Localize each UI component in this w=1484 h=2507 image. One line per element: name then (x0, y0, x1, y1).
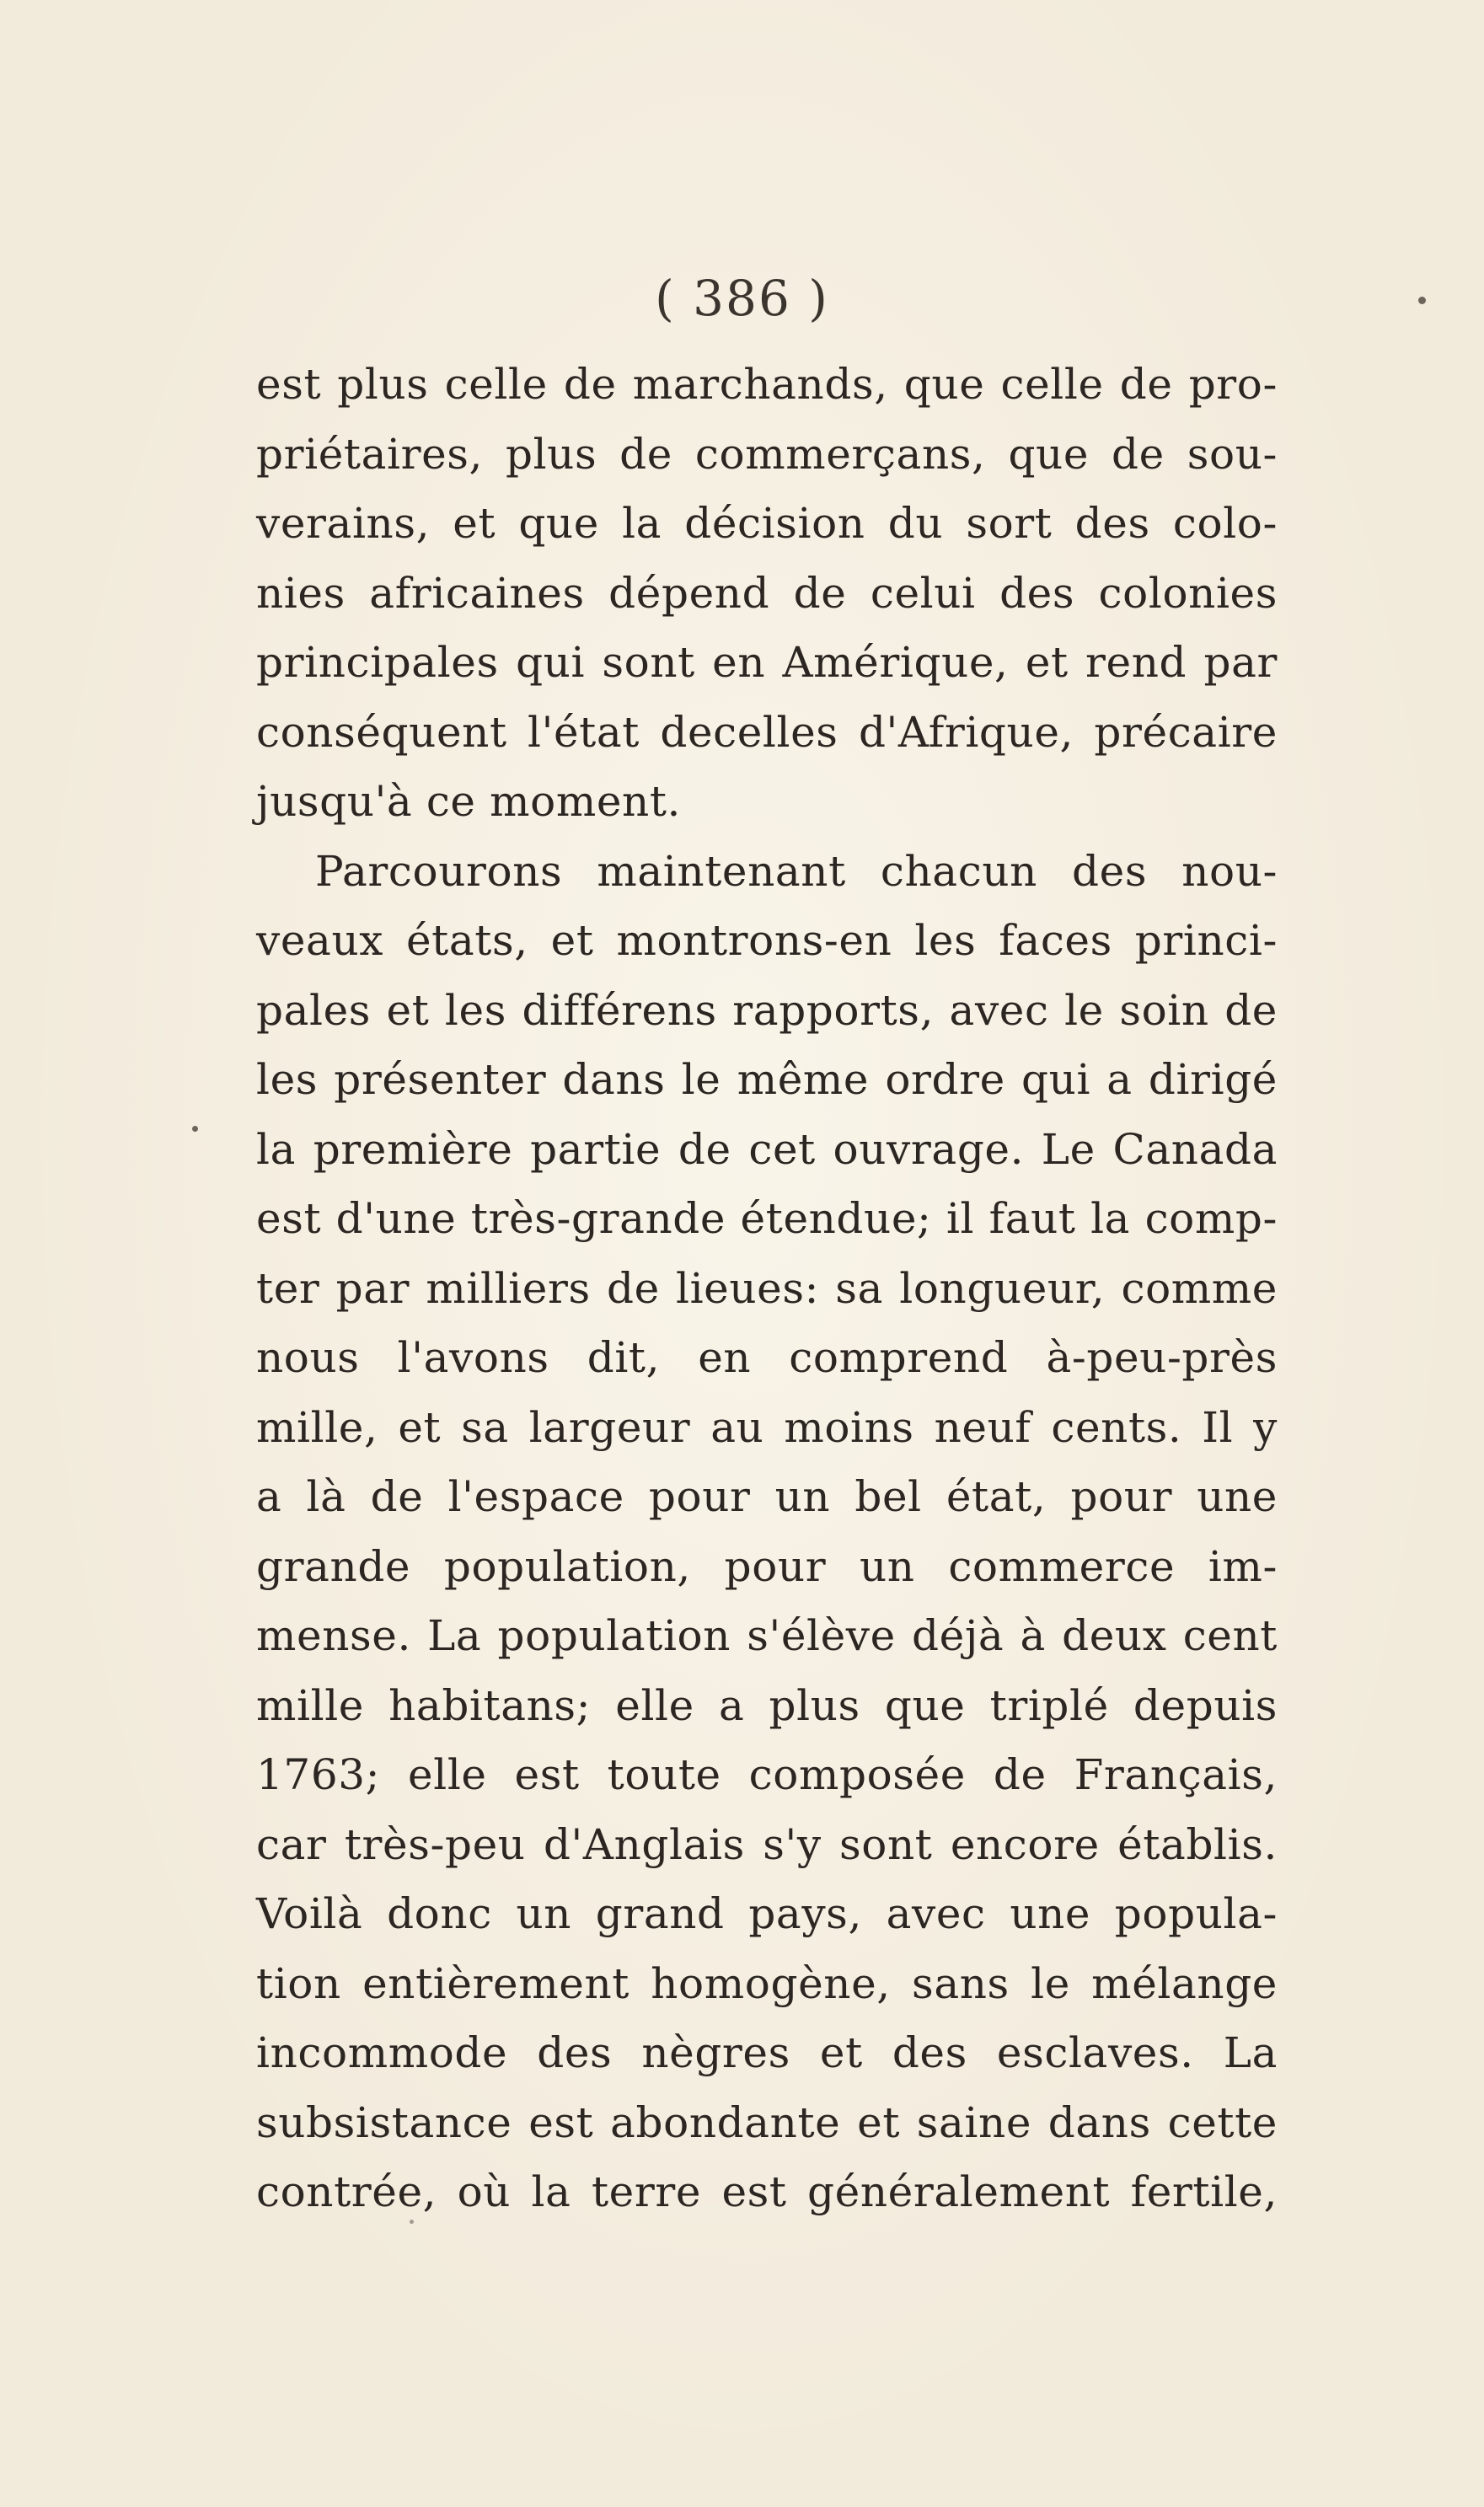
body-text (256, 350, 1278, 2227)
text-line: est plus celle de marchands, que celle de pro- (256, 360, 1278, 409)
text-line: mille, et sa largeur au moins neuf cents. Il y (256, 1402, 1278, 1452)
text-line: veaux états, et montrons-en les faces princi- (256, 916, 1278, 965)
text-line: contrée, où la terre est généralement fertile, (256, 2167, 1278, 2216)
text-line: principales qui sont en Amérique, et rend par (256, 638, 1278, 687)
text-line: ter par milliers de lieues: sa longueur, comme (256, 1263, 1278, 1313)
text-line: grande population, pour un commerce im- (256, 1541, 1278, 1591)
text-line: mille habitans; elle a plus que triplé depuis (256, 1680, 1278, 1730)
text-line: Voilà donc un grand pays, avec une popula- (256, 1889, 1278, 1938)
paper-speck (410, 2220, 414, 2224)
text-line: mense. La population s'élève déjà à deux cent (256, 1611, 1278, 1660)
text-line: nies africaines dépend de celui des colonies (256, 568, 1278, 618)
text-line: est d'une très-grande étendue; il faut la comp- (256, 1194, 1278, 1243)
text-line: conséquent l'état decelles d'Afrique, précaire (256, 707, 1278, 757)
text-line: les présenter dans le même ordre qui a dirigé (256, 1055, 1278, 1104)
page-number: ( 386 ) (655, 270, 829, 327)
text-line: a là de l'espace pour un bel état, pour une (256, 1472, 1278, 1521)
text-line: subsistance est abondante et saine dans cette (256, 2097, 1278, 2147)
text-line: la première partie de cet ouvrage. Le Canada (256, 1124, 1278, 1174)
text-line: priétaires, plus de commerçans, que de sou- (256, 429, 1278, 479)
text-line: incommode des nègres et des esclaves. La (256, 2028, 1278, 2077)
text-line: 1763; elle est toute composée de Français, (256, 1750, 1278, 1799)
text-line: tion entièrement homogène, sans le mélange (256, 1958, 1278, 2008)
text-line-paragraph-start: Parcourons maintenant chacun des nou- (315, 846, 1278, 896)
text-line: nous l'avons dit, en comprend à-peu-près (256, 1333, 1278, 1382)
paper-speck (192, 1126, 198, 1132)
text-line: verains, et que la décision du sort des colo- (256, 499, 1278, 548)
paper-speck (1418, 297, 1426, 304)
text-line: pales et les différens rapports, avec le soin de (256, 985, 1278, 1035)
text-line: car très-peu d'Anglais s'y sont encore établis. (256, 1819, 1278, 1869)
text-line-paragraph-end: jusqu'à ce moment. (256, 777, 682, 826)
